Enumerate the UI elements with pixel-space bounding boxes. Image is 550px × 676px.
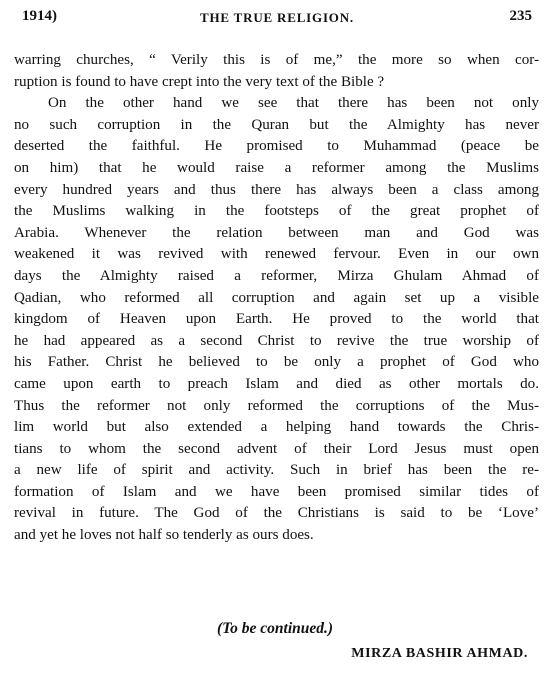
- text-line: ruption is found to have crept into the very text of the Bible ?: [14, 73, 385, 90]
- text-line: deserted the faithful. He promised to Muhammad (peace be: [14, 138, 539, 155]
- text-line: tians to whom the second advent of their Lord Jesus must open: [14, 440, 539, 457]
- text-line: days the Almighty raised a reformer, Mirza Ghulam Ahmad of: [14, 267, 539, 284]
- text-line: kingdom of Heaven upon Earth. He proved to the world that: [14, 311, 539, 328]
- paragraph-first-line: On the other hand we see that there has been not only: [48, 95, 539, 112]
- text-line: the Muslims walking in the footsteps of the great prophet of: [14, 203, 539, 220]
- text-line: no such corruption in the Quran but the Almighty has never: [14, 116, 539, 133]
- text-line: Qadian, who reformed all corruption and again set up a visible: [14, 289, 539, 306]
- text-line: his Father. Christ he believed to be only a prophet of God who: [14, 354, 539, 371]
- text-line: on him) that he would raise a reformer among the Muslims: [14, 159, 539, 176]
- text-line: he had appeared as a second Christ to revive the true worship of: [14, 332, 539, 349]
- text-line: a new life of spirit and activity. Such in brief has been the re-: [14, 462, 539, 479]
- text-line: lim world but also extended a helping hand towards the Chris-: [14, 419, 539, 436]
- text-line: Thus the reformer not only reformed the corruptions of the Mus-: [14, 397, 539, 414]
- text-line: and yet he loves not half so tenderly as ours does.: [14, 527, 314, 544]
- text-line: came upon earth to preach Islam and died as other mortals do.: [14, 375, 539, 392]
- text-line: weakened it was revived with renewed fervour. Even in our own: [14, 246, 539, 263]
- running-header: [22, 8, 532, 28]
- text-line: formation of Islam and we have been promised similar tides of: [14, 483, 539, 500]
- text-line: revival in future. The God of the Christians is said to be ‘Love’: [14, 505, 539, 522]
- text-line: warring churches, “ Verily this is of me,” the more so when cor-: [14, 52, 539, 68]
- page-number: 235: [509, 8, 532, 24]
- text-line: every hundred years and thus there has always been a class among: [14, 181, 539, 198]
- author-signature: MIRZA BASHIR AHMAD.: [351, 646, 528, 661]
- text-line: Arabia. Whenever the relation between man and God was: [14, 224, 539, 241]
- to-be-continued-note: (To be continued.): [216, 620, 334, 637]
- header-title: THE TRUE RELIGION.: [200, 10, 354, 25]
- header-year: 1914): [22, 8, 57, 24]
- article-body: [14, 50, 539, 547]
